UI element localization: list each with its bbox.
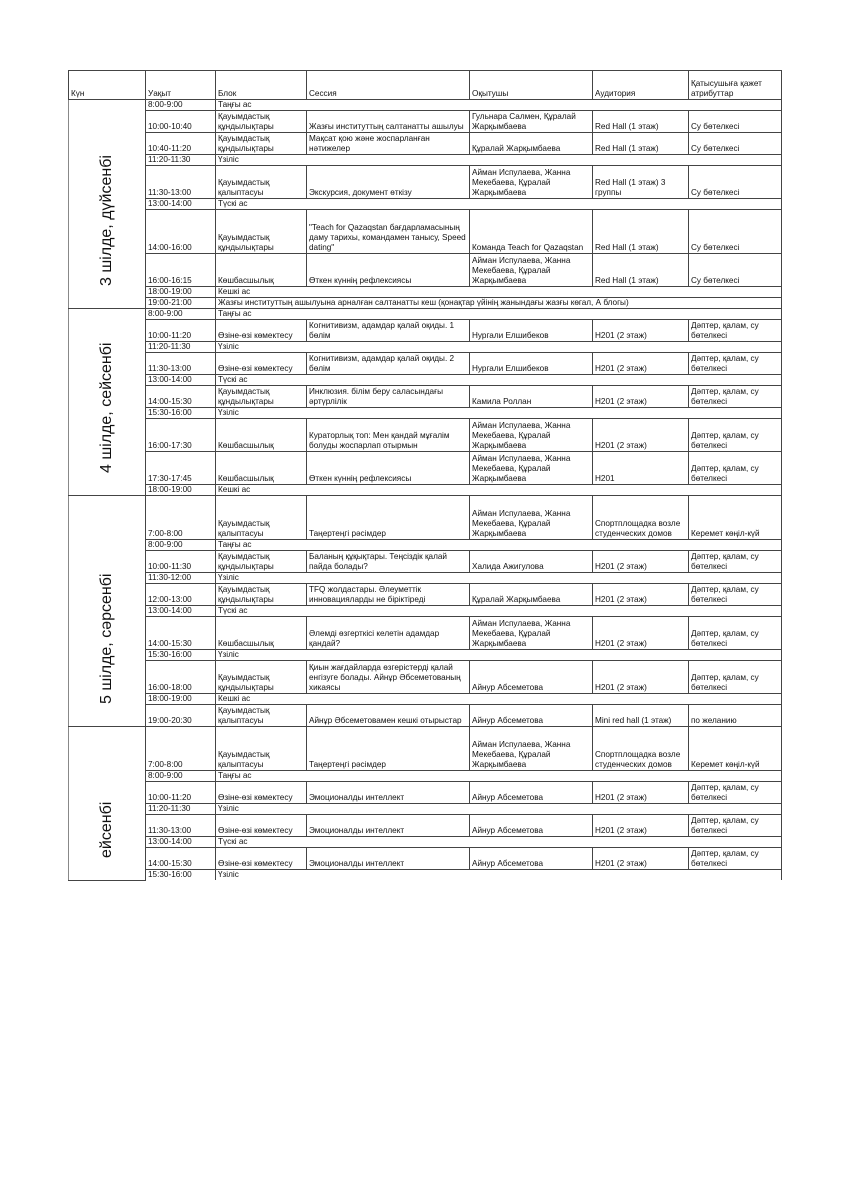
schedule-row-break bbox=[69, 694, 782, 705]
schedule-row-break bbox=[69, 804, 782, 815]
attributes-cell: Керемет көңіл-күй bbox=[689, 496, 782, 540]
time-cell: 12:00-13:00 bbox=[146, 584, 216, 606]
schedule-row-break bbox=[69, 606, 782, 617]
time-cell: 13:00-14:00 bbox=[146, 199, 216, 210]
teacher-cell: Айнур Абсеметова bbox=[470, 782, 593, 804]
session-cell: Инклюзия. білім беру саласындағы әртүрлілік bbox=[307, 386, 470, 408]
schedule-sheet bbox=[68, 70, 782, 881]
room-cell: H201 (2 этаж) bbox=[593, 320, 689, 342]
room-cell: Red Hall (1 этаж) 3 группы bbox=[593, 166, 689, 199]
header-day: Күн bbox=[69, 71, 146, 100]
schedule-body bbox=[69, 100, 782, 881]
schedule-row bbox=[69, 353, 782, 375]
schedule-row-break bbox=[69, 199, 782, 210]
attributes-cell: Су бөтелкесі bbox=[689, 133, 782, 155]
room-cell: Red Hall (1 этаж) bbox=[593, 111, 689, 133]
schedule-row bbox=[69, 166, 782, 199]
break-cell: Түскі ас bbox=[216, 606, 782, 617]
session-cell: "Teach for Qazaqstan бағдарламасының даму тарихы, командамен танысу, Speed dating" bbox=[307, 210, 470, 254]
header-block: Блок bbox=[216, 71, 307, 100]
schedule-row-break bbox=[69, 309, 782, 320]
block-cell: Өзіне-өзі көмектесу bbox=[216, 353, 307, 375]
teacher-cell: Айман Испулаева, Жанна Мекебаева, Құралай Жарқымбаева bbox=[470, 452, 593, 485]
schedule-row-break bbox=[69, 485, 782, 496]
time-cell: 18:00-19:00 bbox=[146, 485, 216, 496]
header-room: Аудитория bbox=[593, 71, 689, 100]
time-cell: 16:00-16:15 bbox=[146, 254, 216, 287]
teacher-cell: Айман Испулаева, Жанна Мекебаева, Құралай Жарқымбаева bbox=[470, 727, 593, 771]
time-cell: 13:00-14:00 bbox=[146, 606, 216, 617]
teacher-cell: Айман Испулаева, Жанна Мекебаева, Құралай Жарқымбаева bbox=[470, 166, 593, 199]
teacher-cell: Айнур Абсеметова bbox=[470, 848, 593, 870]
schedule-row-break bbox=[69, 298, 782, 309]
block-cell: Өзіне-өзі көмектесу bbox=[216, 815, 307, 837]
schedule-row bbox=[69, 661, 782, 694]
session-cell: Эмоционалды интеллект bbox=[307, 815, 470, 837]
break-cell: Үзіліс bbox=[216, 573, 782, 584]
day-label: 5 шілде, сәрсенбі bbox=[98, 573, 115, 704]
time-cell: 11:20-11:30 bbox=[146, 342, 216, 353]
teacher-cell: Халида Ажигулова bbox=[470, 551, 593, 573]
day-label: 4 шілде, сейсенбі bbox=[98, 342, 115, 473]
schedule-row bbox=[69, 210, 782, 254]
session-cell: Айнұр Әбсеметовамен кешкі отырыстар bbox=[307, 705, 470, 727]
block-cell: Қауымдастық қалыптасуы bbox=[216, 166, 307, 199]
time-cell: 14:00-15:30 bbox=[146, 386, 216, 408]
room-cell: Спортплощадка возле студенческих домов bbox=[593, 727, 689, 771]
teacher-cell: Айнур Абсеметова bbox=[470, 815, 593, 837]
attributes-cell: Дәптер, қалам, су бөтелкесі bbox=[689, 452, 782, 485]
schedule-row bbox=[69, 815, 782, 837]
time-cell: 14:00-15:30 bbox=[146, 617, 216, 650]
schedule-row-break bbox=[69, 375, 782, 386]
teacher-cell: Айман Испулаева, Жанна Мекебаева, Құралай Жарқымбаева bbox=[470, 419, 593, 452]
schedule-row bbox=[69, 254, 782, 287]
block-cell: Қауымдастық құндылықтары bbox=[216, 210, 307, 254]
schedule-row-break bbox=[69, 540, 782, 551]
room-cell: Mini red hall (1 этаж) bbox=[593, 705, 689, 727]
time-cell: 18:00-19:00 bbox=[146, 287, 216, 298]
schedule-row-break bbox=[69, 650, 782, 661]
room-cell: Спортплощадка возле студенческих домов bbox=[593, 496, 689, 540]
block-cell: Қауымдастық құндылықтары bbox=[216, 386, 307, 408]
header-attributes: Қатысушыға қажет атрибуттар bbox=[689, 71, 782, 100]
break-cell: Кешкі ас bbox=[216, 485, 782, 496]
attributes-cell: Дәптер, қалам, су бөтелкесі bbox=[689, 584, 782, 606]
room-cell: Red Hall (1 этаж) bbox=[593, 210, 689, 254]
attributes-cell: Дәптер, қалам, су бөтелкесі bbox=[689, 661, 782, 694]
day-cell bbox=[69, 100, 146, 309]
session-cell: Таңертеңгі рәсімдер bbox=[307, 727, 470, 771]
time-cell: 15:30-16:00 bbox=[146, 408, 216, 419]
time-cell: 10:00-11:20 bbox=[146, 782, 216, 804]
teacher-cell: Нургали Елшибеков bbox=[470, 353, 593, 375]
room-cell: H201 (2 этаж) bbox=[593, 551, 689, 573]
time-cell: 11:20-11:30 bbox=[146, 155, 216, 166]
schedule-row-break bbox=[69, 870, 782, 881]
time-cell: 15:30-16:00 bbox=[146, 870, 216, 881]
block-cell: Өзіне-өзі көмектесу bbox=[216, 782, 307, 804]
time-cell: 16:00-18:00 bbox=[146, 661, 216, 694]
schedule-row-break bbox=[69, 155, 782, 166]
schedule-row bbox=[69, 496, 782, 540]
room-cell: H201 (2 этаж) bbox=[593, 584, 689, 606]
header-teacher: Оқытушы bbox=[470, 71, 593, 100]
schedule-row bbox=[69, 584, 782, 606]
schedule-row bbox=[69, 386, 782, 408]
break-cell: Таңғы ас bbox=[216, 309, 782, 320]
session-cell: Өткен күннің рефлексиясы bbox=[307, 452, 470, 485]
time-cell: 17:30-17:45 bbox=[146, 452, 216, 485]
attributes-cell: Су бөтелкесі bbox=[689, 254, 782, 287]
block-cell: Көшбасшылық bbox=[216, 254, 307, 287]
session-cell: Когнитивизм, адамдар қалай оқиды. 2 бөлім bbox=[307, 353, 470, 375]
schedule-row bbox=[69, 419, 782, 452]
session-cell: Қиын жағдайларда өзгерістерді қалай енгізуге болады. Айнұр Әбсеметованың хикаясы bbox=[307, 661, 470, 694]
day-cell bbox=[69, 496, 146, 727]
break-cell: Үзіліс bbox=[216, 408, 782, 419]
teacher-cell: Айман Испулаева, Жанна Мекебаева, Құралай Жарқымбаева bbox=[470, 496, 593, 540]
break-cell: Түскі ас bbox=[216, 837, 782, 848]
header-session: Сессия bbox=[307, 71, 470, 100]
attributes-cell: Дәптер, қалам, су бөтелкесі bbox=[689, 320, 782, 342]
room-cell: Red Hall (1 этаж) bbox=[593, 254, 689, 287]
day-label: ейсенбі bbox=[98, 801, 115, 858]
time-cell: 19:00-21:00 bbox=[146, 298, 216, 309]
room-cell: H201 (2 этаж) bbox=[593, 782, 689, 804]
time-cell: 11:30-13:00 bbox=[146, 815, 216, 837]
time-cell: 13:00-14:00 bbox=[146, 375, 216, 386]
attributes-cell: Дәптер, қалам, су бөтелкесі bbox=[689, 782, 782, 804]
break-cell: Кешкі ас bbox=[216, 694, 782, 705]
block-cell: Қауымдастық құндылықтары bbox=[216, 551, 307, 573]
schedule-row bbox=[69, 727, 782, 771]
teacher-cell: Команда Teach for Qazaqstan bbox=[470, 210, 593, 254]
day-cell bbox=[69, 309, 146, 496]
break-cell: Үзіліс bbox=[216, 155, 782, 166]
session-cell: Таңертеңгі рәсімдер bbox=[307, 496, 470, 540]
teacher-cell: Камила Роллан bbox=[470, 386, 593, 408]
session-cell: Кураторлық топ: Мен қандай мұғалім болуды жоспарлап отырмын bbox=[307, 419, 470, 452]
teacher-cell: Айнур Абсеметова bbox=[470, 705, 593, 727]
time-cell: 14:00-15:30 bbox=[146, 848, 216, 870]
time-cell: 11:30-13:00 bbox=[146, 166, 216, 199]
time-cell: 13:00-14:00 bbox=[146, 837, 216, 848]
break-cell: Таңғы ас bbox=[216, 540, 782, 551]
break-cell: Түскі ас bbox=[216, 375, 782, 386]
time-cell: 15:30-16:00 bbox=[146, 650, 216, 661]
block-cell: Көшбасшылық bbox=[216, 617, 307, 650]
teacher-cell: Гульнара Салмен, Құралай Жарқымбаева bbox=[470, 111, 593, 133]
schedule-row-break bbox=[69, 408, 782, 419]
session-cell: Әлемді өзгерткісі келетін адамдар қандай? bbox=[307, 617, 470, 650]
break-cell: Үзіліс bbox=[216, 342, 782, 353]
block-cell: Қауымдастық қалыптасуы bbox=[216, 496, 307, 540]
schedule-row bbox=[69, 705, 782, 727]
block-cell: Көшбасшылық bbox=[216, 452, 307, 485]
break-cell: Кешкі ас bbox=[216, 287, 782, 298]
time-cell: 8:00-9:00 bbox=[146, 309, 216, 320]
schedule-row-break bbox=[69, 573, 782, 584]
schedule-row bbox=[69, 320, 782, 342]
session-cell: Өткен күннің рефлексиясы bbox=[307, 254, 470, 287]
teacher-cell: Айман Испулаева, Жанна Мекебаева, Құралай Жарқымбаева bbox=[470, 617, 593, 650]
block-cell: Көшбасшылық bbox=[216, 419, 307, 452]
attributes-cell: Дәптер, қалам, су бөтелкесі bbox=[689, 815, 782, 837]
schedule-row bbox=[69, 848, 782, 870]
session-cell: Мақсат қою және жоспарланған нәтижелер bbox=[307, 133, 470, 155]
schedule-row bbox=[69, 452, 782, 485]
break-cell: Жазғы институттың ашылуына арналған салтанатты кеш (қонақтар үйінің жанындағы жазғы көгал, А блогы) bbox=[216, 298, 782, 309]
room-cell: H201 (2 этаж) bbox=[593, 353, 689, 375]
time-cell: 19:00-20:30 bbox=[146, 705, 216, 727]
schedule-row-break bbox=[69, 837, 782, 848]
time-cell: 10:00-11:20 bbox=[146, 320, 216, 342]
room-cell: H201 (2 этаж) bbox=[593, 848, 689, 870]
header-time: Уақыт bbox=[146, 71, 216, 100]
attributes-cell: Керемет көңіл-күй bbox=[689, 727, 782, 771]
time-cell: 11:30-12:00 bbox=[146, 573, 216, 584]
teacher-cell: Айнур Абсеметова bbox=[470, 661, 593, 694]
session-cell: Баланың құқықтары. Теңсіздік қалай пайда болады? bbox=[307, 551, 470, 573]
break-cell: Таңғы ас bbox=[216, 771, 782, 782]
teacher-cell: Айман Испулаева, Жанна Мекебаева, Құралай Жарқымбаева bbox=[470, 254, 593, 287]
teacher-cell: Нургали Елшибеков bbox=[470, 320, 593, 342]
block-cell: Өзіне-өзі көмектесу bbox=[216, 320, 307, 342]
block-cell: Қауымдастық қалыптасуы bbox=[216, 727, 307, 771]
break-cell: Үзіліс bbox=[216, 804, 782, 815]
day-cell bbox=[69, 727, 146, 881]
time-cell: 8:00-9:00 bbox=[146, 540, 216, 551]
attributes-cell: Су бөтелкесі bbox=[689, 166, 782, 199]
session-cell: Экскурсия, документ өткізу bbox=[307, 166, 470, 199]
block-cell: Өзіне-өзі көмектесу bbox=[216, 848, 307, 870]
teacher-cell: Құралай Жарқымбаева bbox=[470, 584, 593, 606]
block-cell: Қауымдастық құндылықтары bbox=[216, 584, 307, 606]
schedule-row-break bbox=[69, 771, 782, 782]
session-cell: TFQ жолдастары. Әлеуметтік инновацияларды не біріктіреді bbox=[307, 584, 470, 606]
time-cell: 7:00-8:00 bbox=[146, 727, 216, 771]
time-cell: 10:00-11:30 bbox=[146, 551, 216, 573]
attributes-cell: Дәптер, қалам, су бөтелкесі bbox=[689, 551, 782, 573]
time-cell: 10:00-10:40 bbox=[146, 111, 216, 133]
attributes-cell: Дәптер, қалам, су бөтелкесі bbox=[689, 353, 782, 375]
schedule-row bbox=[69, 617, 782, 650]
block-cell: Қауымдастық құндылықтары bbox=[216, 111, 307, 133]
time-cell: 7:00-8:00 bbox=[146, 496, 216, 540]
session-cell: Эмоционалды интеллект bbox=[307, 782, 470, 804]
break-cell: Түскі ас bbox=[216, 199, 782, 210]
time-cell: 16:00-17:30 bbox=[146, 419, 216, 452]
room-cell: H201 (2 этаж) bbox=[593, 386, 689, 408]
room-cell: H201 (2 этаж) bbox=[593, 419, 689, 452]
break-cell: Үзіліс bbox=[216, 650, 782, 661]
header-row bbox=[69, 71, 782, 100]
time-cell: 14:00-16:00 bbox=[146, 210, 216, 254]
attributes-cell: Дәптер, қалам, су бөтелкесі bbox=[689, 617, 782, 650]
time-cell: 8:00-9:00 bbox=[146, 771, 216, 782]
attributes-cell: Дәптер, қалам, су бөтелкесі bbox=[689, 848, 782, 870]
time-cell: 18:00-19:00 bbox=[146, 694, 216, 705]
room-cell: H201 (2 этаж) bbox=[593, 661, 689, 694]
attributes-cell: Су бөтелкесі bbox=[689, 111, 782, 133]
schedule-row bbox=[69, 551, 782, 573]
session-cell: Жазғы институттың салтанатты ашылуы bbox=[307, 111, 470, 133]
schedule-row bbox=[69, 782, 782, 804]
schedule-table bbox=[68, 70, 782, 881]
time-cell: 10:40-11:20 bbox=[146, 133, 216, 155]
session-cell: Когнитивизм, адамдар қалай оқиды. 1 бөлім bbox=[307, 320, 470, 342]
schedule-row bbox=[69, 133, 782, 155]
schedule-row bbox=[69, 111, 782, 133]
schedule-row-break bbox=[69, 100, 782, 111]
break-cell: Таңғы ас bbox=[216, 100, 782, 111]
block-cell: Қауымдастық құндылықтары bbox=[216, 133, 307, 155]
time-cell: 11:20-11:30 bbox=[146, 804, 216, 815]
day-label: 3 шілде, дүйсенбі bbox=[98, 155, 115, 286]
room-cell: H201 (2 этаж) bbox=[593, 617, 689, 650]
teacher-cell: Құралай Жарқымбаева bbox=[470, 133, 593, 155]
attributes-cell: Дәптер, қалам, су бөтелкесі bbox=[689, 419, 782, 452]
room-cell: Red Hall (1 этаж) bbox=[593, 133, 689, 155]
break-cell: Үзіліс bbox=[216, 870, 782, 881]
session-cell: Эмоционалды интеллект bbox=[307, 848, 470, 870]
room-cell: H201 bbox=[593, 452, 689, 485]
attributes-cell: по желанию bbox=[689, 705, 782, 727]
room-cell: H201 (2 этаж) bbox=[593, 815, 689, 837]
schedule-row-break bbox=[69, 287, 782, 298]
block-cell: Қауымдастық қалыптасуы bbox=[216, 705, 307, 727]
attributes-cell: Су бөтелкесі bbox=[689, 210, 782, 254]
block-cell: Қауымдастық құндылықтары bbox=[216, 661, 307, 694]
time-cell: 8:00-9:00 bbox=[146, 100, 216, 111]
time-cell: 11:30-13:00 bbox=[146, 353, 216, 375]
attributes-cell: Дәптер, қалам, су бөтелкесі bbox=[689, 386, 782, 408]
schedule-row-break bbox=[69, 342, 782, 353]
